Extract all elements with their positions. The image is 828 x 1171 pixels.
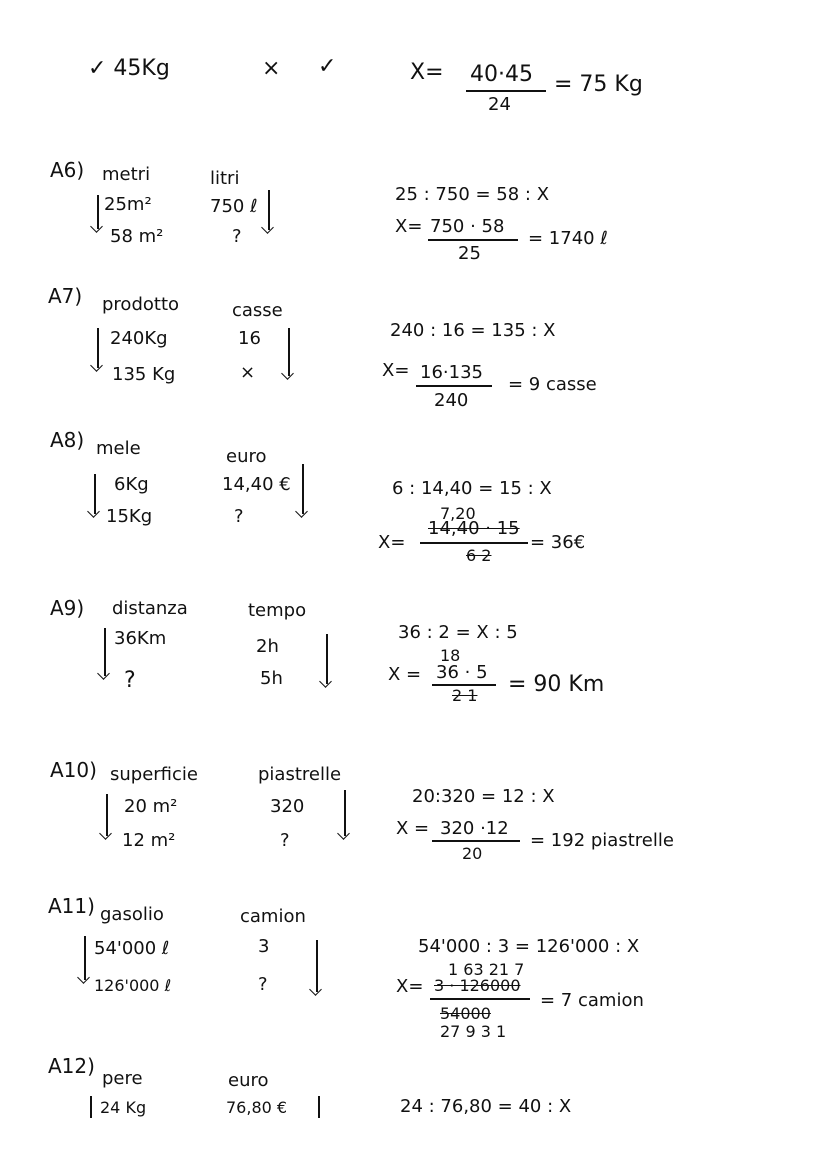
value-a2: 15Kg — [106, 506, 153, 527]
value-b2: ? — [234, 506, 244, 527]
column-1-header: pere — [102, 1068, 143, 1089]
value-a2: 58 m² — [110, 226, 164, 247]
down-arrow-icon — [97, 195, 99, 229]
value-a1: 54'000 ℓ — [94, 938, 170, 959]
down-arrow-icon — [288, 328, 290, 376]
value-b1: 3 — [258, 936, 270, 957]
denominator: 2 1 — [452, 686, 478, 705]
proportion: 6 : 14,40 = 15 : X — [392, 478, 552, 499]
fraction-bar — [428, 239, 518, 241]
numerator: 3 · 126000 — [434, 976, 521, 995]
equation-lhs: X = — [388, 664, 422, 685]
denominator: 6 2 — [466, 546, 492, 565]
fraction-bar — [416, 385, 492, 387]
numerator: 16·135 — [420, 362, 483, 383]
equation-lhs: X = — [396, 818, 430, 839]
denominator: 25 — [458, 243, 481, 264]
proportion: 54'000 : 3 = 126'000 : X — [418, 936, 640, 957]
result: = 192 piastrelle — [530, 830, 674, 851]
down-arrow-icon — [97, 328, 99, 368]
denominator-note: 27 9 3 1 — [440, 1022, 507, 1041]
simplification-note: 7,20 — [440, 504, 476, 523]
down-arrow-icon — [106, 794, 108, 836]
down-arrow-icon — [316, 940, 318, 992]
column-1-header: gasolio — [100, 904, 164, 925]
down-arrow-icon — [84, 936, 86, 980]
column-1-header: distanza — [112, 598, 188, 619]
value-a1: 6Kg — [114, 474, 149, 495]
top-denominator: 24 — [488, 94, 511, 115]
denominator: 54000 — [440, 1004, 491, 1023]
equation-lhs: X= — [396, 976, 424, 997]
problem-label: A11) — [48, 894, 95, 918]
value-a1: 240Kg — [110, 328, 168, 349]
value-b1: 320 — [270, 796, 305, 817]
value-b2: × — [240, 362, 256, 383]
equation-lhs: X= — [382, 360, 410, 381]
fraction-bar — [420, 542, 528, 544]
proportion: 240 : 16 = 135 : X — [390, 320, 556, 341]
value-a1: 20 m² — [124, 796, 178, 817]
denominator: 20 — [462, 844, 483, 863]
value-b2: ? — [258, 974, 268, 995]
column-1-header: prodotto — [102, 294, 180, 315]
value-a1: 25m² — [104, 194, 152, 215]
column-1-header: metri — [102, 164, 151, 185]
column-2-header: camion — [240, 906, 306, 927]
column-2-header: euro — [228, 1070, 269, 1091]
numerator: 36 · 5 — [436, 662, 488, 683]
down-arrow-icon — [104, 628, 106, 676]
value-a2: 126'000 ℓ — [94, 976, 172, 995]
numerator: 750 · 58 — [430, 216, 505, 237]
top-check-mark: ✓ — [318, 54, 337, 79]
top-result: = 75 Kg — [554, 72, 643, 97]
result: = 36€ — [530, 532, 586, 553]
top-numerator: 40·45 — [470, 62, 533, 87]
result: = 9 casse — [508, 374, 597, 395]
problem-label: A8) — [50, 428, 85, 452]
value-a2: 12 m² — [122, 830, 176, 851]
fraction-bar — [430, 998, 530, 1000]
problem-label: A7) — [48, 284, 83, 308]
value-a2: 135 Kg — [112, 364, 176, 385]
column-divider — [318, 1096, 320, 1118]
value-b1: 14,40 € — [222, 474, 291, 495]
column-1-header: mele — [96, 438, 141, 459]
proportion: 20:320 = 12 : X — [412, 786, 555, 807]
value-a2: ? — [124, 668, 136, 693]
top-fraction-bar — [466, 90, 546, 92]
value-b2: ? — [232, 226, 242, 247]
problem-label: A10) — [50, 758, 97, 782]
proportion: 25 : 750 = 58 : X — [395, 184, 550, 205]
numerator: 14,40 · 15 — [428, 518, 520, 539]
top-x-mark: × — [262, 56, 281, 81]
column-2-header: piastrelle — [258, 764, 342, 785]
value-b2: 5h — [260, 668, 283, 689]
value-a1: 24 Kg — [100, 1098, 147, 1117]
down-arrow-icon — [268, 190, 270, 230]
equation-lhs: X= — [378, 532, 406, 553]
down-arrow-icon — [94, 474, 96, 514]
column-1-header: superficie — [110, 764, 198, 785]
simplification-note: 18 — [440, 646, 461, 665]
value-b2: ? — [280, 830, 290, 851]
proportion: 36 : 2 = X : 5 — [398, 622, 518, 643]
value-b1: 750 ℓ — [210, 196, 258, 217]
numerator: 320 ·12 — [440, 818, 509, 839]
simplification-note: 1 63 21 7 — [448, 960, 525, 979]
column-2-header: casse — [232, 300, 283, 321]
proportion: 24 : 76,80 = 40 : X — [400, 1096, 572, 1117]
column-2-header: euro — [226, 446, 267, 467]
equation-lhs: X= — [395, 216, 423, 237]
value-b1: 76,80 € — [226, 1098, 288, 1117]
down-arrow-icon — [344, 790, 346, 836]
column-divider — [90, 1096, 92, 1118]
fraction-bar — [432, 840, 520, 842]
value-b1: 2h — [256, 636, 279, 657]
result: = 1740 ℓ — [528, 228, 608, 249]
column-2-header: tempo — [248, 600, 307, 621]
problem-label: A12) — [48, 1054, 95, 1078]
top-left-mass: ✓ 45Kg — [88, 56, 170, 81]
result: = 90 Km — [508, 672, 605, 697]
down-arrow-icon — [302, 464, 304, 514]
result: = 7 camion — [540, 990, 644, 1011]
top-eq-lhs: X= — [410, 60, 444, 85]
down-arrow-icon — [326, 634, 328, 684]
problem-label: A9) — [50, 596, 85, 620]
denominator: 240 — [434, 390, 469, 411]
column-2-header: litri — [210, 168, 240, 189]
problem-label: A6) — [50, 158, 85, 182]
value-b1: 16 — [238, 328, 261, 349]
value-a1: 36Km — [114, 628, 167, 649]
